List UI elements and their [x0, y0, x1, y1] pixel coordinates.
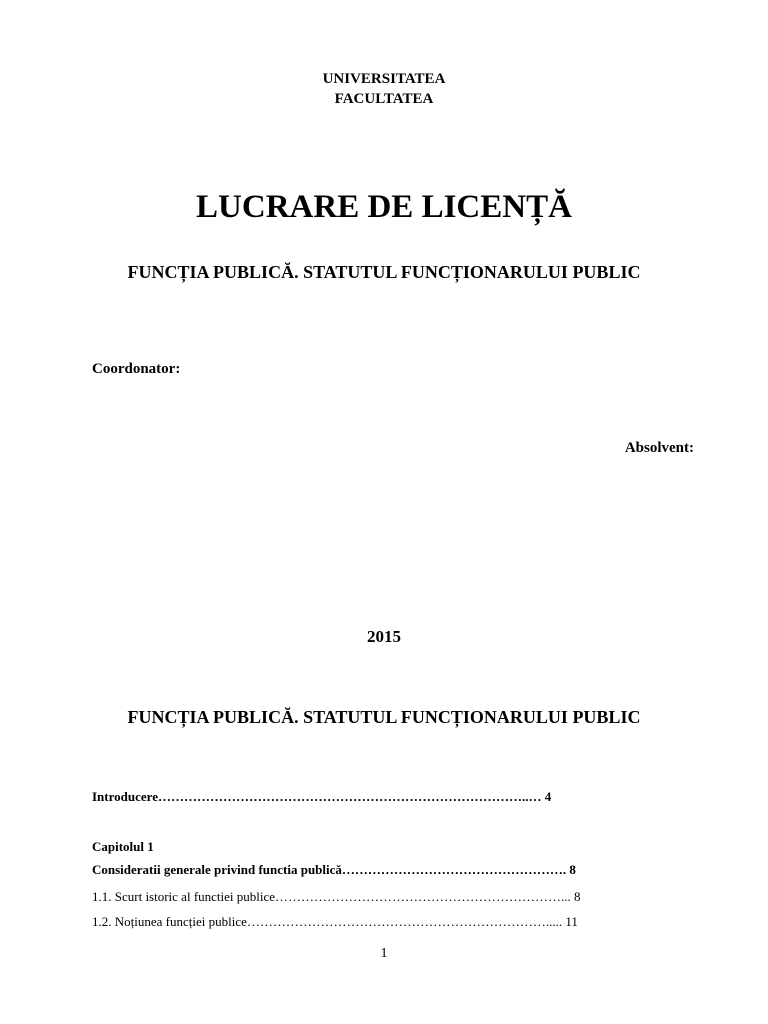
toc-entry-section-1-2[interactable]: 1.2. Noțiunea funcției publice……………………………………………………………..... 11	[92, 914, 578, 929]
thesis-subtitle: FUNCȚIA PUBLICĂ. STATUTUL FUNCȚIONARULUI PUBLIC	[127, 262, 641, 282]
toc-heading: FUNCȚIA PUBLICĂ. STATUTUL FUNCȚIONARULUI PUBLIC	[127, 707, 641, 727]
page-number: 1	[380, 946, 388, 961]
toc-entry-section-1-1[interactable]: 1.1. Scurt istoric al functiei publice…………………………………………………………... 8	[92, 889, 581, 904]
toc-entry-introduction[interactable]: Introducere…………………………………………………………………………..… 4	[92, 789, 552, 804]
faculty-name: FACULTATEA	[334, 91, 434, 107]
year: 2015	[367, 627, 401, 646]
toc-entry-chapter-1[interactable]: Consideratii generale privind functia publică……………………………………………. 8	[92, 862, 576, 877]
toc-chapter-label: Capitolul 1	[92, 839, 154, 854]
university-name: UNIVERSITATEA	[322, 71, 446, 87]
graduate-label: Absolvent:	[624, 440, 694, 456]
thesis-title: LUCRARE DE LICENȚĂ	[196, 189, 572, 225]
coordinator-label: Coordonator:	[92, 361, 181, 377]
